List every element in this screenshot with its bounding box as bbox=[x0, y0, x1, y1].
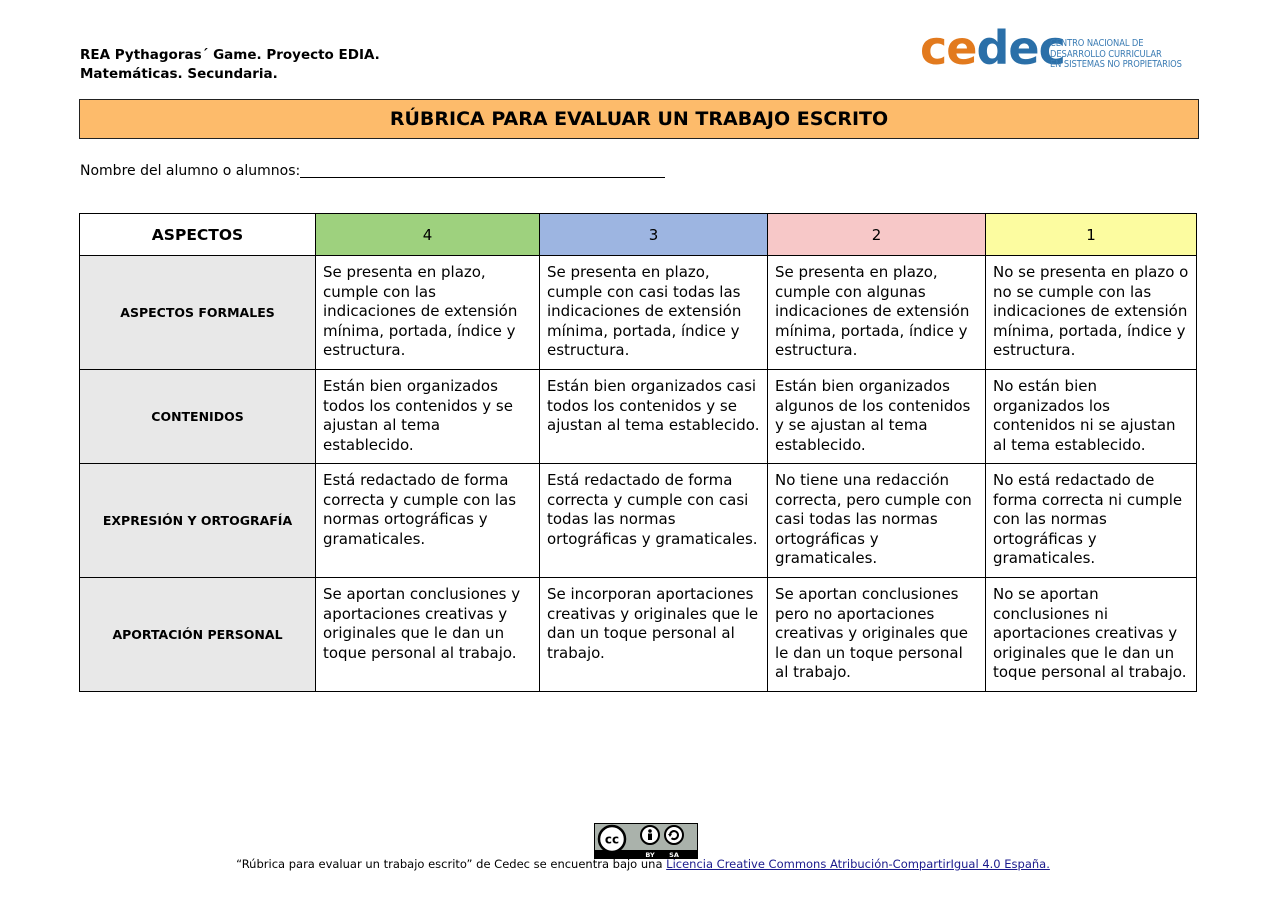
table-row bbox=[80, 578, 1197, 692]
rubric-cell: Está redactado de forma correcta y cumple con las normas ortográficas y gramaticales. bbox=[316, 464, 540, 578]
aspects-column-header: ASPECTOS bbox=[80, 214, 316, 256]
aspect-label: CONTENIDOS bbox=[80, 370, 316, 464]
cc-by-sa-icon[interactable] bbox=[594, 823, 698, 859]
aspect-label: ASPECTOS FORMALES bbox=[80, 256, 316, 370]
rubric-cell: Están bien organizados algunos de los contenidos y se ajustan al tema establecido. bbox=[768, 370, 986, 464]
rubric-cell: Se aportan conclusiones pero no aportaciones creativas y originales que le dan un toque personal al trabajo. bbox=[768, 578, 986, 692]
level-2-header: 2 bbox=[768, 214, 986, 256]
rubric-cell: No se presenta en plazo o no se cumple con las indicaciones de extensión mínima, portada, índice y estructura. bbox=[986, 256, 1197, 370]
rubric-cell: No tiene una redacción correcta, pero cumple con casi todas las normas ortográficas y gramaticales. bbox=[768, 464, 986, 578]
rubric-cell: Se presenta en plazo, cumple con casi todas las indicaciones de extensión mínima, portada, índice y estructura. bbox=[540, 256, 768, 370]
rubric-cell: Se incorporan aportaciones creativas y originales que le dan un toque personal al trabajo. bbox=[540, 578, 768, 692]
rubric-cell: No están bien organizados los contenidos ni se ajustan al tema establecido. bbox=[986, 370, 1197, 464]
level-3-header: 3 bbox=[540, 214, 768, 256]
logo-wordmark: cedec bbox=[920, 21, 1065, 75]
rubric-cell: Se aportan conclusiones y aportaciones creativas y originales que le dan un toque personal al trabajo. bbox=[316, 578, 540, 692]
level-1-header: 1 bbox=[986, 214, 1197, 256]
student-name-blank-line bbox=[300, 162, 665, 178]
aspect-label: EXPRESIÓN Y ORTOGRAFÍA bbox=[80, 464, 316, 578]
header-line-project: REA Pythagoras´ Game. Proyecto EDIA. bbox=[80, 47, 380, 63]
logo-tagline: CENTRO NACIONAL DE DESARROLLO CURRICULAR EN SISTEMAS NO PROPIETARIOS bbox=[1050, 38, 1182, 70]
header-line-subject: Matemáticas. Secundaria. bbox=[80, 66, 278, 82]
rubric-cell: No se aportan conclusiones ni aportaciones creativas y originales que le dan un toque personal al trabajo. bbox=[986, 578, 1197, 692]
page-title: RÚBRICA PARA EVALUAR UN TRABAJO ESCRITO bbox=[79, 99, 1199, 139]
document-header bbox=[80, 46, 380, 84]
aspect-label: APORTACIÓN PERSONAL bbox=[80, 578, 316, 692]
table-row bbox=[80, 370, 1197, 464]
student-name-field bbox=[80, 162, 665, 179]
rubric-header-row bbox=[80, 214, 1197, 256]
svg-text:cc: cc bbox=[604, 832, 620, 847]
student-name-label: Nombre del alumno o alumnos: bbox=[80, 163, 301, 179]
rubric-cell: No está redactado de forma correcta ni cumple con las normas ortográficas y gramaticales. bbox=[986, 464, 1197, 578]
cedec-logo bbox=[920, 21, 1195, 80]
rubric-cell: Se presenta en plazo, cumple con las indicaciones de extensión mínima, portada, índice y estructura. bbox=[316, 256, 540, 370]
license-link[interactable]: Licencia Creative Commons Atribución-CompartirIgual 4.0 España. bbox=[666, 857, 1050, 871]
rubric-table bbox=[79, 213, 1197, 692]
cc-sa-label: SA bbox=[669, 851, 679, 859]
table-row bbox=[80, 256, 1197, 370]
cc-by-label: BY bbox=[645, 851, 655, 859]
level-4-header: 4 bbox=[316, 214, 540, 256]
rubric-cell: Están bien organizados todos los contenidos y se ajustan al tema establecido. bbox=[316, 370, 540, 464]
rubric-cell: Se presenta en plazo, cumple con algunas indicaciones de extensión mínima, portada, índice y estructura. bbox=[768, 256, 986, 370]
rubric-cell: Está redactado de forma correcta y cumple con casi todas las normas ortográficas y gramaticales. bbox=[540, 464, 768, 578]
table-row bbox=[80, 464, 1197, 578]
license-footer bbox=[0, 857, 1286, 871]
license-text: “Rúbrica para evaluar un trabajo escrito” de Cedec se encuentra bajo una bbox=[236, 857, 667, 871]
rubric-cell: Están bien organizados casi todos los contenidos y se ajustan al tema establecido. bbox=[540, 370, 768, 464]
